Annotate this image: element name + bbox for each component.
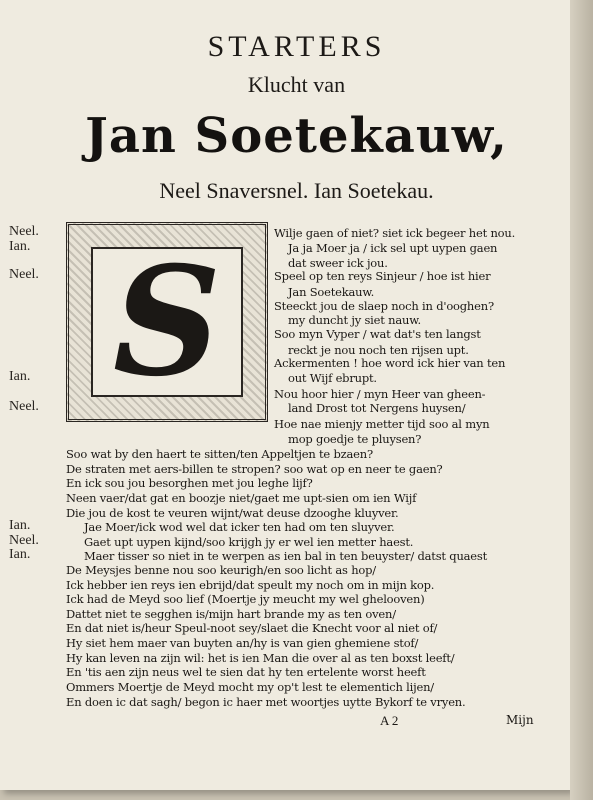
verse-line: Hy siet hem maer van buyten an/hy is van gien ghemiene stof/ xyxy=(66,636,419,650)
page-subtitle: Klucht van xyxy=(247,72,346,97)
speaker-label: Ian. xyxy=(9,369,31,384)
verse-line: Maer tisser so niet in te werpen as ien bal in ten beuyster/ datst quaest xyxy=(84,549,488,563)
verse-line: dat sweer ick jou. xyxy=(288,256,388,270)
verse-line: out Wijf ebrupt. xyxy=(288,371,377,385)
verse-line: Ick had de Meyd soo lief (Moertje jy meucht my wel ghelooven) xyxy=(66,592,425,606)
verse-line: Soo wat by den haert te sitten/ten Appeltjen te bzaen? xyxy=(66,447,373,461)
speaker-label: Neel. xyxy=(9,533,39,548)
verse-line: Jan Soetekauw. xyxy=(288,285,375,299)
verse-line: Speel op ten reys Sinjeur / hoe ist hier xyxy=(274,269,491,283)
speaker-label: Neel. xyxy=(9,224,39,239)
verse-line: Ommers Moertje de Meyd mocht my op't lest te elementich lijen/ xyxy=(66,680,434,694)
signature-mark: A 2 xyxy=(380,713,399,728)
verse-line: En 'tis aen zijn neus wel te sien dat hy ten ertelente worst heeft xyxy=(66,665,426,679)
verse-line: Wilje gaen of niet? siet ick begeer het nou. xyxy=(274,226,516,240)
speaker-label: Neel. xyxy=(9,399,39,414)
speaker-label: Ian. xyxy=(9,547,31,562)
verse-line: Ackermenten ! hoe word ick hier van ten xyxy=(274,356,506,370)
verse-line: Dattet niet te segghen is/mijn hart brande my as ten oven/ xyxy=(66,607,396,621)
verse-line: Hoe nae mienjy metter tijd soo al myn xyxy=(274,417,490,431)
play-name: Jan Soetekauw, xyxy=(85,108,508,164)
catchword: Mijn xyxy=(506,713,534,727)
initial-letter: S xyxy=(112,234,222,410)
verse-line: mop goedje te pluysen? xyxy=(288,432,422,446)
verse-line: Steeckt jou de slaep noch in d'ooghen? xyxy=(274,299,494,313)
verse-line: Die jou de kost te veuren wijnt/wat deuse dzooghe kluyver. xyxy=(66,506,399,520)
character-list: Neel Snaversnel. Ian Soetekau. xyxy=(159,178,434,203)
verse-line: Gaet upt uypen kijnd/soo krijgh jy er wel ien metter haest. xyxy=(84,535,414,549)
page-title: STARTERS xyxy=(207,30,386,63)
verse-line: Jae Moer/ick wod wel dat icker ten had om ten sluyver. xyxy=(84,520,395,534)
verse-line: Ja ja Moer ja / ick sel upt uypen gaen xyxy=(288,241,498,255)
verse-line: De Meysjes benne nou soo keurigh/en soo licht as hop/ xyxy=(66,563,376,577)
verse-line: Nou hoor hier / myn Heer van gheen- xyxy=(274,387,486,401)
decorated-initial xyxy=(91,234,243,410)
decorated-initial-frame xyxy=(66,222,268,422)
verse-line: my duncht jy siet nauw. xyxy=(288,313,421,327)
verse-line: Soo myn Vyper / wat dat's ten langst xyxy=(274,327,481,341)
verse-line: Hy kan leven na zijn wil: het is ien Man die over al as ten boxst leeft/ xyxy=(66,651,455,665)
verse-line: Ick hebber ien reys ien ebrijd/dat speult my noch om in mijn kop. xyxy=(66,578,435,592)
verse-line: land Drost tot Nergens huysen/ xyxy=(288,401,466,415)
speaker-label: Ian. xyxy=(9,239,31,254)
speaker-label: Ian. xyxy=(9,518,31,533)
verse-line: En ick sou jou besorghen met jou leghe lijf? xyxy=(66,476,313,490)
verse-line: En dat niet is/heur Speul-noot sey/slaet die Knecht voor al niet of/ xyxy=(66,621,438,635)
verse-line: De straten met aers-billen te stropen? soo wat op en neer te gaen? xyxy=(66,462,443,476)
verse-line: reckt je nou noch ten rijsen upt. xyxy=(288,343,469,357)
speaker-label: Neel. xyxy=(9,267,39,282)
verse-line: Neen vaer/dat gat en boozje niet/gaet me upt-sien om ien Wijf xyxy=(66,491,417,505)
verse-line: En doen ic dat sagh/ begon ic haer met woortjes uytte Bykorf te vryen. xyxy=(66,695,466,709)
